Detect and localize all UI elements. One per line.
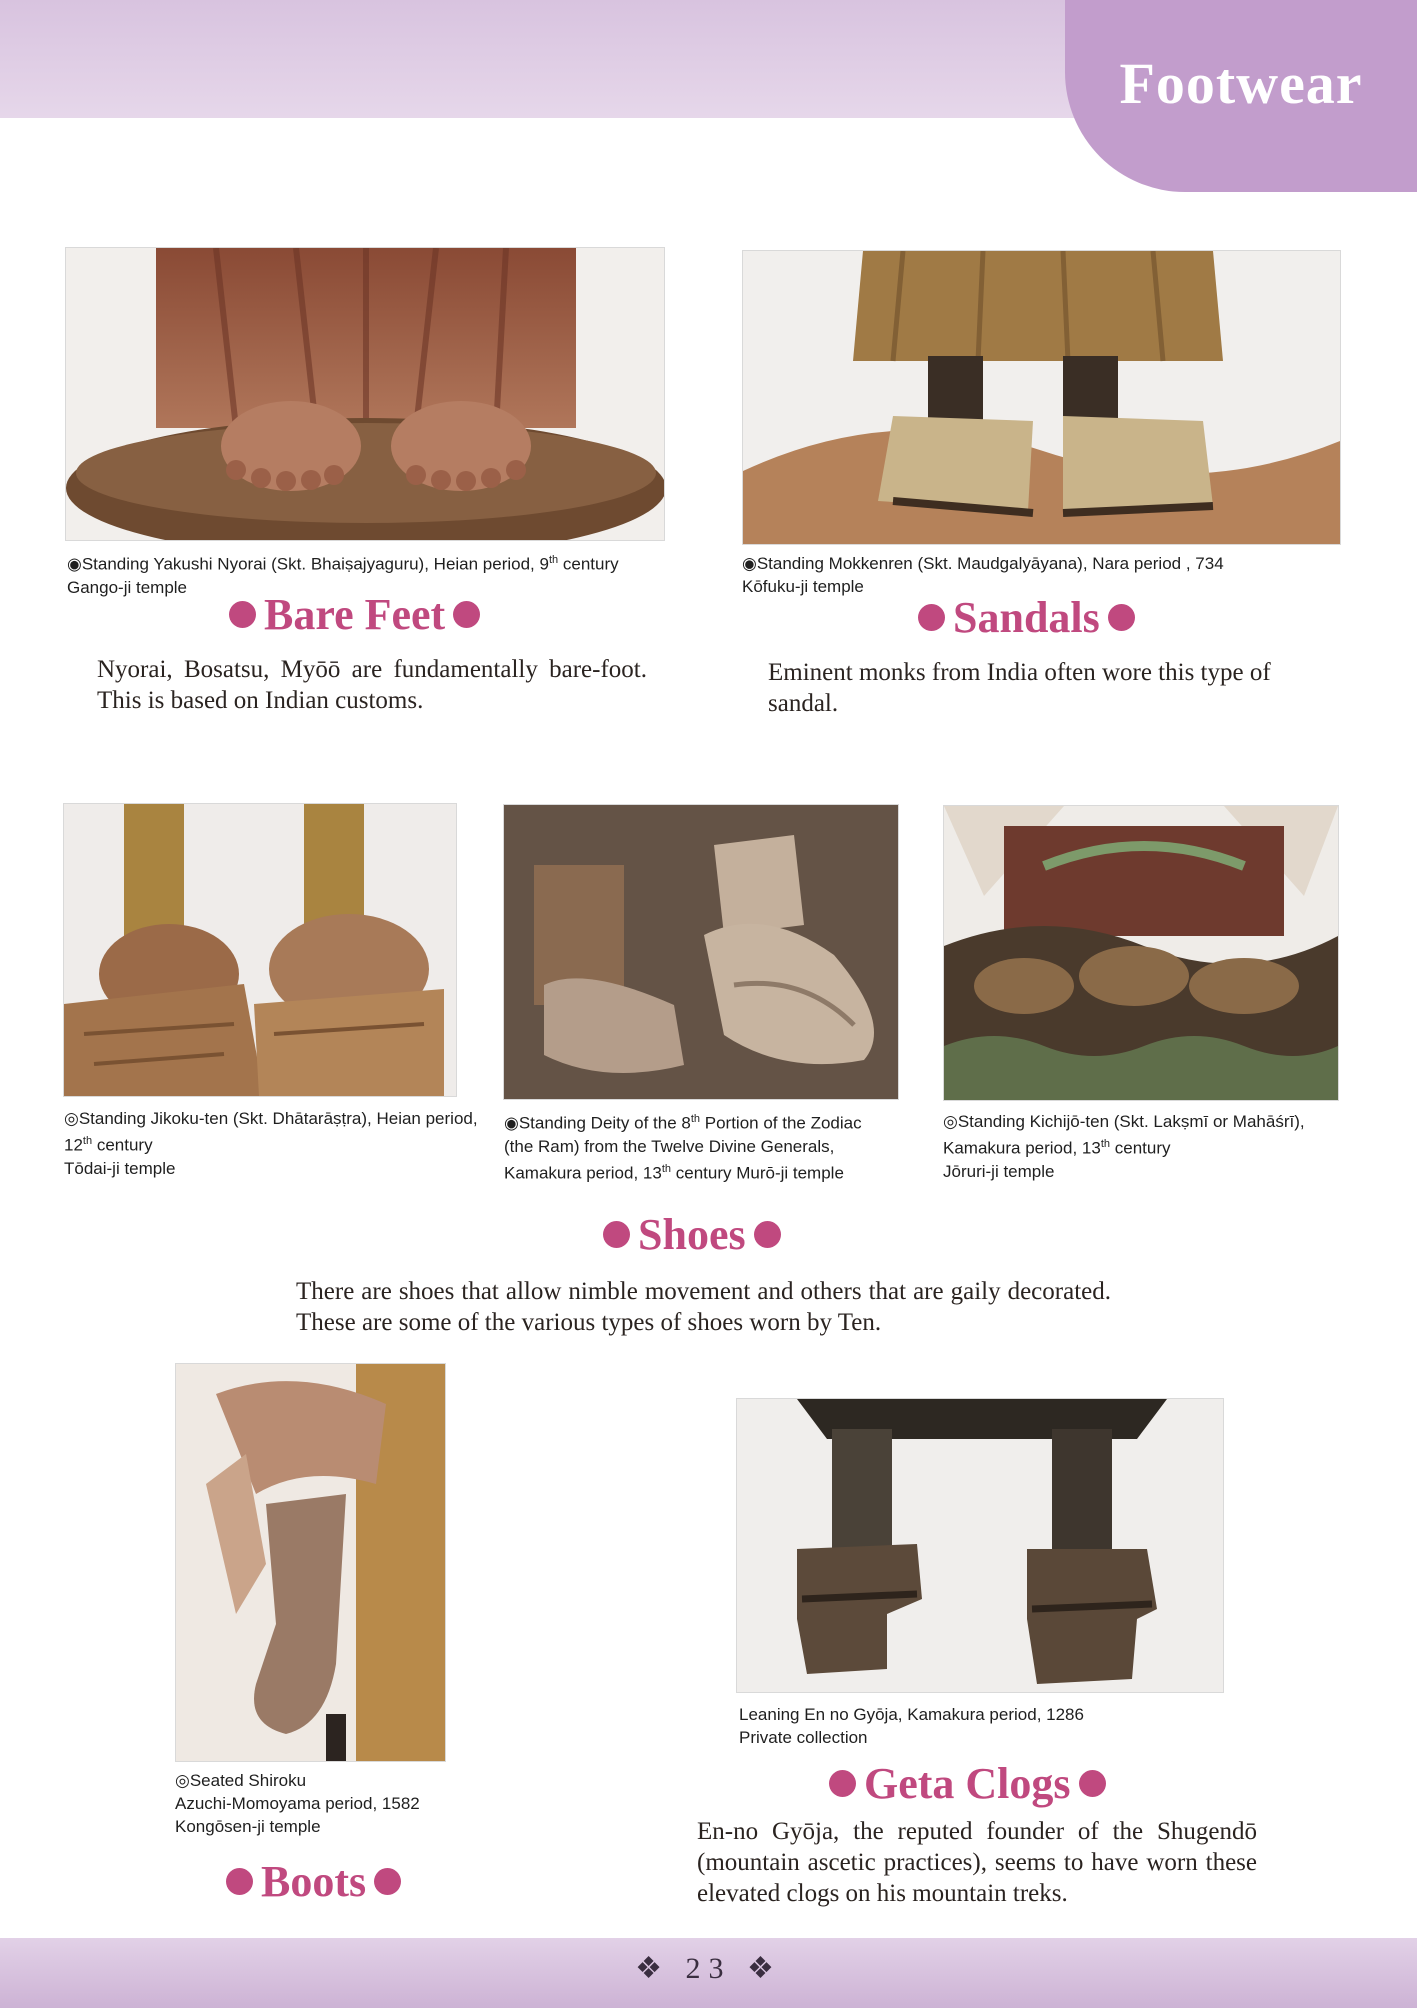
caption-shoes-zodiac-deity — [504, 1108, 934, 1184]
caption-line: (the Ram) from the Twelve Divine Generals, — [504, 1136, 835, 1156]
caption-line: ◎Standing Kichijō-ten (Skt. Lakṣmī or Mahāśrī), — [943, 1112, 1305, 1131]
caption-line: ◎Seated Shiroku — [175, 1771, 307, 1790]
photo-shoes-zodiac-deity — [504, 805, 898, 1099]
caption-line: ◉Standing Yakushi Nyorai (Skt. Bhaiṣajyaguru), Heian period, 9th century — [67, 554, 619, 574]
heading-text: Boots — [261, 1857, 367, 1906]
caption-line: Private collection — [739, 1728, 868, 1747]
bullet-dot — [1108, 604, 1135, 631]
caption-line: 12th century — [64, 1135, 153, 1155]
caption-line: Azuchi-Momoyama period, 1582 — [175, 1794, 420, 1813]
photo-sandals — [743, 251, 1340, 544]
caption-line: Jōruri-ji temple — [943, 1161, 1055, 1181]
caption-line: Kamakura period, 13th century Murō-ji temple — [504, 1162, 844, 1183]
photo-geta-clogs — [737, 1399, 1223, 1692]
caption-line: Leaning En no Gyōja, Kamakura period, 1286 — [739, 1705, 1084, 1724]
heading-text: Geta Clogs — [864, 1759, 1071, 1808]
bullet-dot — [226, 1868, 253, 1895]
caption-line: Kongōsen-ji temple — [175, 1817, 321, 1836]
heading-geta-clogs — [821, 1758, 1114, 1809]
caption-line: Tōdai-ji temple — [64, 1158, 176, 1178]
caption-shoes-kichijo-ten — [943, 1110, 1363, 1183]
caption-line: ◉Standing Mokkenren (Skt. Maudgalyāyana), Nara period , 734 — [742, 554, 1224, 573]
heading-shoes — [595, 1209, 789, 1260]
caption-line: ◎Standing Jikoku-ten (Skt. Dhātarāṣṭra), Heian period, — [64, 1109, 478, 1128]
caption-shoes-jikoku-ten — [64, 1107, 484, 1180]
body-sandals: Eminent monks from India often wore this type of sandal. — [768, 659, 1271, 717]
heading-boots — [218, 1856, 409, 1907]
body-shoes: There are shoes that allow nimble movement and others that are gaily decorated. These are some of the various types of shoes worn by Ten. — [296, 1278, 1111, 1336]
caption-boots — [175, 1769, 505, 1838]
bullet-dot — [754, 1221, 781, 1248]
heading-text: Bare Feet — [264, 590, 446, 639]
bullet-dot — [829, 1770, 856, 1797]
heading-sandals — [910, 592, 1143, 643]
heading-text: Shoes — [638, 1210, 746, 1259]
caption-line: Kōfuku-ji temple — [742, 577, 864, 596]
body-geta-clogs: En-no Gyōja, the reputed founder of the Shugendō (mountain ascetic practices), seems to have worn these elevated clogs on his mountain treks. — [697, 1818, 1257, 1907]
bullet-dot — [229, 601, 256, 628]
bullet-dot — [1079, 1770, 1106, 1797]
photo-bare-feet — [66, 248, 664, 540]
caption-line: Kamakura period, 13th century — [943, 1138, 1171, 1158]
heading-text: Sandals — [953, 593, 1100, 642]
bullet-dot — [918, 604, 945, 631]
bullet-dot — [603, 1221, 630, 1248]
bullet-dot — [374, 1868, 401, 1895]
page-number: ❖ 23 ❖ — [635, 1952, 782, 1985]
body-bare-feet: Nyorai, Bosatsu, Myōō are fundamentally bare-foot. This is based on Indian customs. — [97, 656, 647, 714]
heading-bare-feet — [221, 589, 488, 640]
photo-shoes-jikoku-ten — [64, 804, 456, 1096]
page-title: Footwear — [1119, 51, 1363, 116]
caption-geta-clogs — [739, 1703, 1259, 1749]
bullet-dot — [453, 601, 480, 628]
caption-line: Gango-ji temple — [67, 577, 188, 597]
caption-line: ◉Standing Deity of the 8th Portion of the Zodiac — [504, 1113, 862, 1133]
photo-boots — [176, 1364, 445, 1761]
photo-shoes-kichijo-ten — [944, 806, 1338, 1100]
